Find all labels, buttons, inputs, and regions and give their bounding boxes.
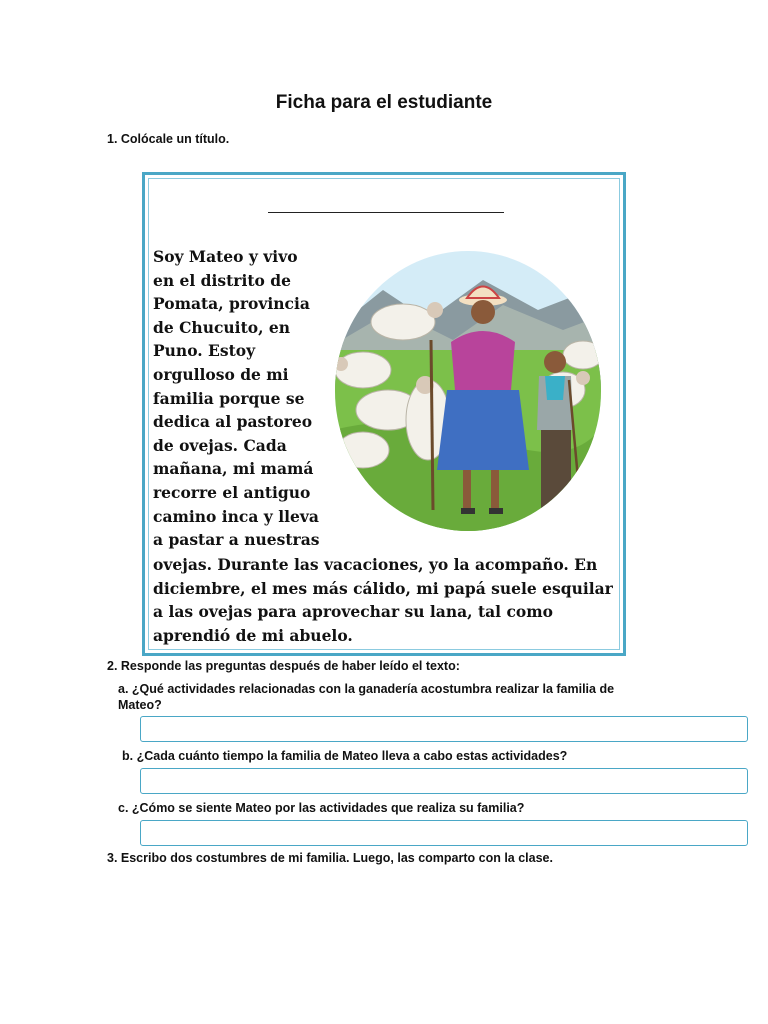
story-line: Pomata, provincia <box>153 294 310 314</box>
shepherd-illustration <box>333 250 603 532</box>
question-2a: a. ¿Qué actividades relacionadas con la ganadería acostumbra realizar la familia de Mateo? <box>118 682 615 712</box>
answer-2c-field[interactable] <box>140 820 748 846</box>
story-frame <box>142 172 626 656</box>
answer-2a-field[interactable] <box>140 716 748 742</box>
answer-2b-field[interactable] <box>140 768 748 794</box>
question-2b: b. ¿Cada cuánto tiempo la familia de Mateo lleva a cabo estas actividades? <box>122 749 568 763</box>
story-line: familia porque se <box>153 388 305 408</box>
story-line: de Chucuito, en <box>153 317 290 337</box>
story-text-bottom: ovejas. Durante las vacaciones, yo la acompaño. En diciembre, el mes más cálido, mi papá suele esquilar a las ovejas para aprovechar su lana, tal como aprendió de mi abuelo. <box>153 555 613 645</box>
story-line: Soy Mateo y vivo <box>153 247 298 266</box>
page-title: Ficha para el estudiante <box>275 92 493 113</box>
story-line: a pastar a nuestras <box>153 530 320 550</box>
question-2: 2. Responde las preguntas después de haber leído el texto: <box>107 659 460 673</box>
title-blank-line[interactable] <box>268 212 504 213</box>
story-line: recorre el antiguo <box>153 482 311 502</box>
question-2c: c. ¿Cómo se siente Mateo por las actividades que realiza su familia? <box>118 801 525 815</box>
story-line: en el distrito de <box>153 270 291 290</box>
story-line: camino inca y lleva <box>153 506 319 526</box>
story-line: dedica al pastoreo <box>153 412 313 432</box>
question-3: 3. Escribo dos costumbres de mi familia. Luego, las comparto con la clase. <box>107 851 553 865</box>
story-line: orgulloso de mi <box>153 364 289 384</box>
question-1: 1. Colócale un título. <box>107 132 230 146</box>
story-line: de ovejas. Cada <box>153 435 287 455</box>
story-line: Puno. Estoy <box>153 341 256 361</box>
story-text-left <box>153 245 329 552</box>
story-line: mañana, mi mamá <box>153 459 314 479</box>
